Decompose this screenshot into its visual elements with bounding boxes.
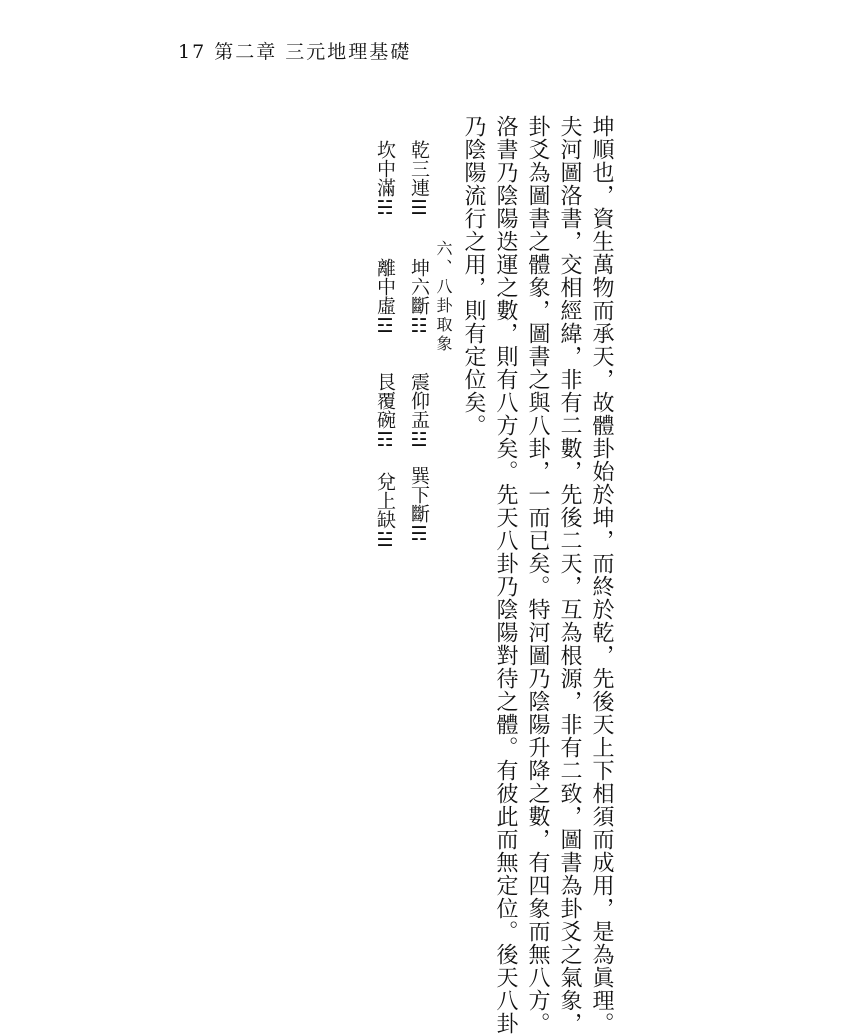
- paragraph-column-3: 卦爻為圖書之體象，圖書之與八卦，一而已矣。特河圖乃陰陽升降之數，有四象而無八方。: [525, 115, 550, 1035]
- trigram-symbol: ☳: [408, 429, 430, 451]
- trigram-label: 乾三連: [408, 140, 430, 197]
- trigram-symbol: ☴: [408, 523, 430, 545]
- page-header: 17 第二章 三元地理基礎: [178, 41, 412, 63]
- paragraph-column-2: 夫河圖洛書，交相經緯，非有二數，先後二天，互為根源，非有二致，圖書為卦爻之氣象，: [557, 115, 582, 1035]
- trigram-kan: [372, 140, 399, 219]
- trigram-symbol: ☰: [408, 197, 430, 219]
- paragraph-column-4: 洛書乃陰陽迭運之數，則有八方矣。先天八卦乃陰陽對待之體。有彼此而無定位。後天八卦: [493, 115, 518, 1035]
- trigram-label: 坎中滿: [374, 140, 396, 197]
- trigram-symbol: ☶: [374, 429, 396, 451]
- trigram-label: 震仰盂: [408, 372, 430, 429]
- paragraph-column-5: 乃陰陽流行之用，則有定位矣。: [461, 115, 486, 437]
- trigram-qian: [406, 140, 433, 219]
- section-title: 六、八卦取象: [434, 240, 453, 354]
- trigram-symbol: ☲: [374, 315, 396, 337]
- trigram-symbol: ☱: [374, 529, 396, 551]
- trigram-label: 巽下斷: [408, 466, 430, 523]
- trigram-kun: [406, 258, 433, 337]
- trigram-symbol: ☷: [408, 315, 430, 337]
- paragraph-column-1: 坤順也，資生萬物而承天，故體卦始於坤，而終於乾，先後天上下相須而成用，是為眞理。: [589, 115, 614, 1035]
- trigram-gen: [372, 372, 399, 451]
- trigram-label: 艮覆碗: [374, 372, 396, 429]
- trigram-label: 兌上缺: [374, 472, 396, 529]
- trigram-symbol: ☵: [374, 197, 396, 219]
- trigram-li: [372, 258, 399, 337]
- trigram-xun: [406, 466, 433, 545]
- trigram-zhen: [406, 372, 433, 451]
- trigram-label: 離中虛: [374, 258, 396, 315]
- trigram-dui: [372, 472, 399, 551]
- trigram-label: 坤六斷: [408, 258, 430, 315]
